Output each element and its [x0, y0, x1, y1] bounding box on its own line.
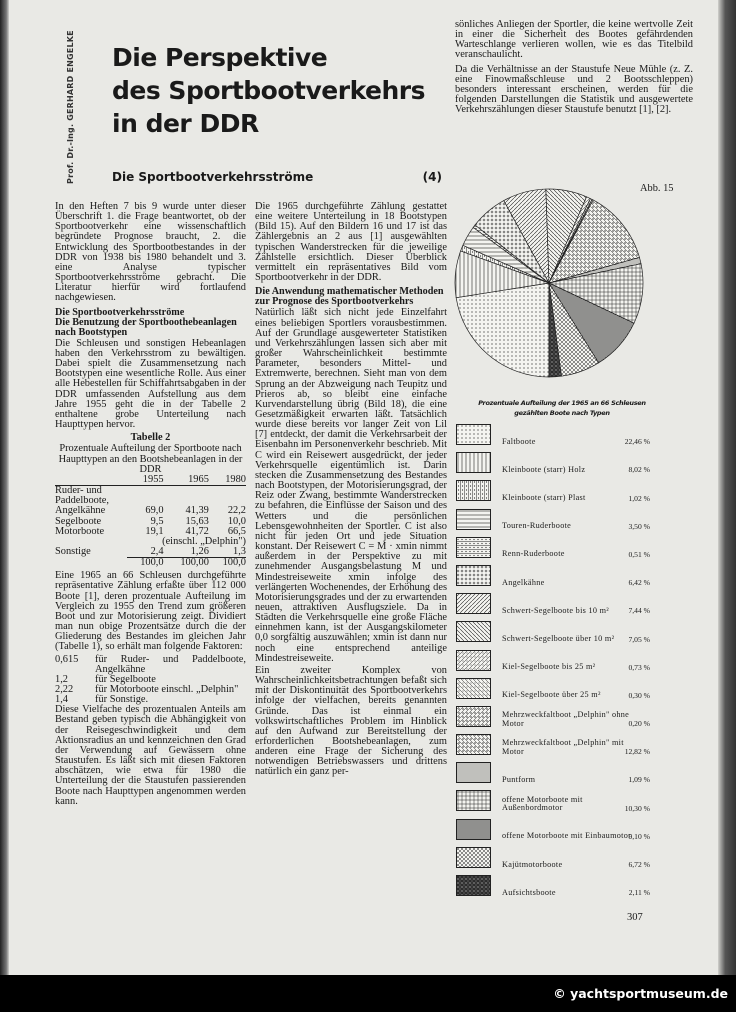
- chart-title-line: gezählten Boote nach Typen: [514, 409, 610, 417]
- cell: 15,63: [185, 515, 209, 527]
- cell: 100,0: [209, 558, 246, 569]
- paragraph: Die 1965 durchgeführte Zählung gestattet eine weitere Unterteilung in 18 Bootstypen (Bild 15). Auf den Bildern 16 und 17 ist das Zählergebnis an 2 aus [1] ausgewählten typischen Wanderstrecken für die jeweilige Zählstelle ersichtlich. Dieser Überblick vermittelt ein repräsentatives Bild vom Sportbootverkehr in der DDR.: [255, 201, 447, 284]
- factor-item: [55, 685, 246, 695]
- chart-title: [472, 398, 652, 418]
- heading-line: zur Prognose des Sportbootverkehrs: [255, 296, 414, 308]
- legend-item: [456, 790, 656, 818]
- heading-line: Die Anwendung mathematischer Methoden: [255, 286, 444, 298]
- article-subtitle: [112, 170, 442, 184]
- row-label: Segelboote: [55, 515, 102, 527]
- legend-label: Renn-Ruderboote: [502, 549, 565, 559]
- legend-value: 12,82 %: [624, 747, 650, 757]
- factor-value: 0,615: [55, 653, 79, 665]
- part-number: (4): [422, 170, 442, 184]
- author-byline: Prof. Dr.-Ing. GERHARD ENGELKE: [66, 30, 75, 184]
- paragraph: sönliches Anliegen der Sportler, die keine wertvolle Zeit in einer die Sicherheit des Bootes gefährdenden Warteschlange verlieren wollen, wie es das Titelbild veranschaulicht.: [455, 19, 693, 61]
- legend-label: Kleinboote (starr) Holz: [502, 464, 586, 474]
- factor-text: für Sonstige.: [95, 694, 149, 706]
- legend-label: Schwert-Segelboote über 10 m²: [502, 634, 615, 643]
- legend-swatch: [456, 452, 491, 473]
- figure-label: Abb. 15: [640, 183, 674, 194]
- legend-item: [456, 819, 656, 847]
- cell: 66,5: [227, 525, 246, 537]
- pie-slice: [456, 283, 549, 377]
- legend-item: [456, 593, 656, 621]
- table-caption: Prozentuale Aufteilung der Sportboote nach Haupttypen an den Bootshebeanlagen in der DDR: [58, 443, 243, 475]
- legend-value: 10,30 %: [624, 803, 650, 813]
- legend-swatch: [456, 847, 491, 868]
- subtitle-text: Die Sportbootverkehrsströme: [112, 170, 314, 184]
- table-total-row: [55, 558, 246, 569]
- legend-value: 0,20 %: [628, 719, 650, 729]
- legend-item: [456, 509, 656, 537]
- legend-label: Faltboote: [502, 436, 536, 446]
- legend-swatch: [456, 734, 491, 755]
- paragraph: Ein zweiter Komplex von Wahrscheinlichkeitsbetrachtungen befaßt sich mit der Diskontinuität des Sportbootverkehrs infolge der vielfachen, bereits genannten Gründe. Das ist einmal ein volkswirtschaftliches Problem im Hinblick auf den Aufwand zur Bereitstellung der erforderlichen Bootshebeanlagen, zum anderen eine Frage der Sicherung des notwendigen Betriebswassers und drittens natürlich ein ganz per-: [255, 664, 447, 778]
- column-2: [255, 202, 447, 780]
- cell: 41,39: [185, 505, 209, 517]
- row-label: Angelkähne: [55, 505, 106, 517]
- heading-line: Die Sportbootverkehrsströme: [55, 306, 185, 318]
- cell: 100,00: [164, 558, 209, 569]
- section-heading: [55, 308, 246, 338]
- cell: 9,5: [150, 515, 164, 527]
- legend-item: [456, 734, 656, 762]
- legend-item: [456, 424, 656, 452]
- table-title: Tabelle 2: [130, 432, 171, 444]
- row-label: Motorboote: [55, 525, 105, 537]
- paragraph: Eine 1965 an 66 Schleusen durchgeführte repräsentative Zählung erfaßte über 112 000 Boote [1], deren prozentuale Aufteilung im Vergleich zu 1955 den Trend zum größeren Boot und zur Motorisierung zeigt. Dividiert man nun obige Prozentsätze durch die der Gliederung des Bestandes im gleichen Jahr (Tabelle 1), so erhält man folgende Faktoren:: [55, 570, 246, 653]
- legend-swatch: [456, 565, 491, 586]
- paragraph: Die Schleusen und sonstigen Hebeanlagen haben den Verkehrsstrom zu bewältigen. Dabei spielt die Zusammensetzung nach Bootstypen eine wesentliche Rolle. Aus einer alle Hebestellen für Schiffahrtsabgaben in der DDR umfassenden Aufstellung aus dem Jahre 1955 geht die in der Tabelle 2 enthaltene grobe Unterteilung nach Haupttypen hervor.: [55, 337, 246, 431]
- legend-item: [456, 537, 656, 565]
- copyright-watermark: © yachtsportmuseum.de: [553, 986, 728, 1001]
- cell: 1,3: [233, 545, 246, 557]
- paragraph: Da die Verhältnisse an der Staustufe Neue Mühle (z. Z. eine Finowmaßschleuse und 2 Bootsschleppen) besonders interessant erscheinen, werden für die folgenden Darstellungen die Statistik und ausgewertete Verkehrszählungen dieser Staustufe benutzt [1], [2].: [455, 63, 693, 116]
- legend-label: Kleinboote (starr) Plast: [502, 493, 586, 503]
- legend-label: Schwert-Segelboote bis 10 m²: [502, 605, 610, 615]
- legend-value: 6,72 %: [628, 860, 650, 869]
- column-header: 1980: [209, 475, 246, 486]
- table-note: (einschl. „Delphin"): [162, 535, 246, 547]
- pie-chart: [450, 186, 650, 386]
- cell: 69,0: [145, 505, 164, 517]
- legend-label: Puntform: [502, 774, 536, 784]
- factor-list: [55, 655, 246, 706]
- legend-value: 2,11 %: [628, 888, 650, 898]
- legend-item: [456, 762, 656, 790]
- legend-swatch: [456, 762, 491, 783]
- legend-swatch: [456, 790, 491, 811]
- legend-swatch: [456, 593, 491, 614]
- legend-value: 6,42 %: [628, 578, 650, 588]
- legend-item: [456, 847, 656, 875]
- legend-label: offene Motorboote mit Einbaumotor: [502, 831, 632, 841]
- legend-value: 3,50 %: [628, 521, 650, 531]
- legend-value: 22,46 %: [624, 437, 650, 447]
- legend-item: [456, 875, 656, 903]
- factor-value: 1,2: [55, 673, 68, 685]
- factor-value: 2,22: [55, 684, 74, 695]
- legend-label: Touren-Ruderboote: [502, 521, 572, 531]
- paragraph: Natürlich läßt sich nicht jede Einzelfahrt eines beliebigen Sportlers vorausbestimmen. Auf der Grundlage ausgewerteter Statistiken und Verkehrszählungen lassen sich aber mit großer Wahrscheinlichkeit bestimmte Parameter, besonders Mittel- und Extremwerte, berechnen. Sieht man von dem Sprung an der Abzweigung nach Teupitz und Prieros ab, so bleibt eine einfache Kurvendarstellung übrig (Bild 18), die eine Gesetzmäßigkeit erwarten läßt. Tatsächlich wurde diese bereits vor langer Zeit von Lil [7] entdeckt, der damit die Verkehrsarbeit der Eisenbahn im Personenverkehr beschrieb. Mit C wird ein Reisewert ausgedrückt, der jeder Verkehrsquelle eigentümlich ist. Darin stecken die Zusammensetzung des Bestandes nach Bootstypen, der Motorisierungsgrad, der Reiz oder Zwang, bestimmte Wanderstrecken zu befahren, die Einflüsse der Saison und des Wetters und die persönlichen Lebensgewohnheiten der Sportler. C ist also nicht für jeden Ort und jede Situation konstant. Der Reisewert C = M · xmin nimmt außerdem in der Perspektive zu mit zunehmender Ausgangsbelastung M und Mindestreiseweite xmin infolge des verlängerten Wochenendes, der Erhöhung des Motorisierungsgrades und der zu erwartenden neuen, attraktiven Ausflugsziele. Da in Städten die Verkehrsquelle eine große Fläche einnehmen kann, ist der Ausgangskilometer 0,0 sorgfältig auszuwählen; xmin ist dann nur noch eine entsprechend anteilige Mindestreiseweite.: [255, 307, 447, 664]
- cell: 19,1: [145, 525, 164, 537]
- legend-label: Angelkähne: [502, 577, 545, 587]
- legend-item: [456, 650, 656, 678]
- heading-line: Die Benutzung der Sportboothebeanlagen nach Bootstypen: [55, 316, 237, 338]
- legend-swatch: [456, 480, 491, 501]
- chart-legend: [456, 424, 656, 903]
- legend-value: 0,73 %: [628, 662, 650, 672]
- legend-item: [456, 480, 656, 508]
- page-binding-shadow: [0, 0, 9, 1012]
- row-label: Ruder- und: [55, 485, 102, 497]
- legend-swatch: [456, 621, 491, 642]
- column-1: [55, 202, 246, 809]
- title-line: des Sportbootverkehrs: [112, 76, 425, 105]
- column-header: 1955: [127, 475, 164, 486]
- factor-text: für Motorboote einschl. „Delphin": [95, 684, 239, 695]
- cell: 2,4: [150, 545, 164, 557]
- table-row: [55, 506, 246, 516]
- legend-value: 7,44 %: [628, 606, 650, 616]
- legend-value: 7,05 %: [628, 634, 650, 644]
- table-2: [55, 475, 246, 568]
- legend-label: Kiel-Segelboote bis 25 m²: [502, 662, 596, 672]
- legend-swatch: [456, 650, 491, 671]
- legend-label: offene Motorboote mit Außenbordmotor: [502, 794, 583, 813]
- legend-value: 8,02 %: [628, 465, 650, 475]
- paragraph: Diese Vielfache des prozentualen Anteils am Bestand geben typisch die Abhängigkeit von der Reisegeschwindigkeit und dem Aktionsradius an und kennzeichnen den Grad der Verwendung auf Gewässern ohne Staustufen. Es läßt sich mit diesen Faktoren abschätzen, wie etwa für 1980 die Unterteilung der die Staustufen passierenden Boote nach Haupttypen angenommen werden kann.: [55, 704, 246, 807]
- row-label: Sonstige: [55, 546, 91, 558]
- legend-item: [456, 706, 656, 734]
- section-heading: [255, 287, 447, 307]
- legend-swatch: [456, 537, 491, 558]
- legend-value: 9,10 %: [628, 831, 650, 841]
- legend-label: Mehrzweckfaltboot „Delphin" mit Motor: [502, 738, 624, 756]
- factor-value: 1,4: [55, 694, 68, 706]
- page-number: 307: [627, 912, 643, 923]
- page-edge-shadow: [718, 0, 736, 975]
- legend-item: [456, 678, 656, 706]
- column-3: [455, 20, 693, 117]
- legend-value: 0,51 %: [628, 549, 650, 559]
- cell: 1,26: [190, 545, 209, 557]
- title-line: Die Perspektive: [112, 43, 328, 72]
- legend-label: Mehrzweckfaltboot „Delphin" ohne Motor: [502, 710, 630, 728]
- chart-title-line: Prozentuale Aufteilung der 1965 an 66 Schleusen: [478, 399, 646, 407]
- column-header: 1965: [164, 475, 209, 486]
- legend-swatch: [456, 819, 491, 840]
- factor-text: für Segelboote: [95, 673, 156, 685]
- row-label: Paddelboote,: [55, 495, 109, 507]
- legend-value: 0,30 %: [628, 690, 650, 700]
- legend-swatch: [456, 509, 491, 530]
- factor-text: für Ruder- und Paddelboote, Angelkähne: [95, 653, 246, 675]
- factor-item: [55, 655, 246, 675]
- legend-value: 1,02 %: [628, 493, 650, 503]
- legend-item: [456, 621, 656, 649]
- legend-label: Aufsichtsboote: [502, 887, 556, 897]
- cell: 22,2: [227, 505, 246, 517]
- legend-swatch: [456, 706, 491, 727]
- legend-label: Kajütmotorboote: [502, 859, 563, 869]
- legend-value: 1,09 %: [628, 775, 650, 785]
- legend-item: [456, 452, 656, 480]
- cell: 41,72: [185, 525, 209, 537]
- table-row: [55, 547, 246, 558]
- legend-swatch: [456, 424, 491, 445]
- legend-swatch: [456, 875, 491, 896]
- legend-label: Kiel-Segelboote über 25 m²: [502, 690, 601, 700]
- title-line: in der DDR: [112, 109, 259, 138]
- table-header-row: [55, 475, 246, 486]
- cell: 10,0: [227, 515, 246, 527]
- paragraph: In den Heften 7 bis 9 wurde unter dieser Überschrift 1. die Frage beantwortet, ob der Sportbootverkehr eine wissenschaftlich begründete Prognose braucht, 2. die Entwicklung des Sportbootbestandes in der DDR von 1938 bis 1980 behandelt und 3. eine Analyse typischer Sportbootverkehrsströme gebracht. Die Literatur hierfür wird fortlaufend nachgewiesen.: [55, 201, 246, 304]
- legend-swatch: [456, 678, 491, 699]
- legend-item: [456, 565, 656, 593]
- article-title: [112, 41, 425, 140]
- cell: 100,0: [127, 558, 164, 569]
